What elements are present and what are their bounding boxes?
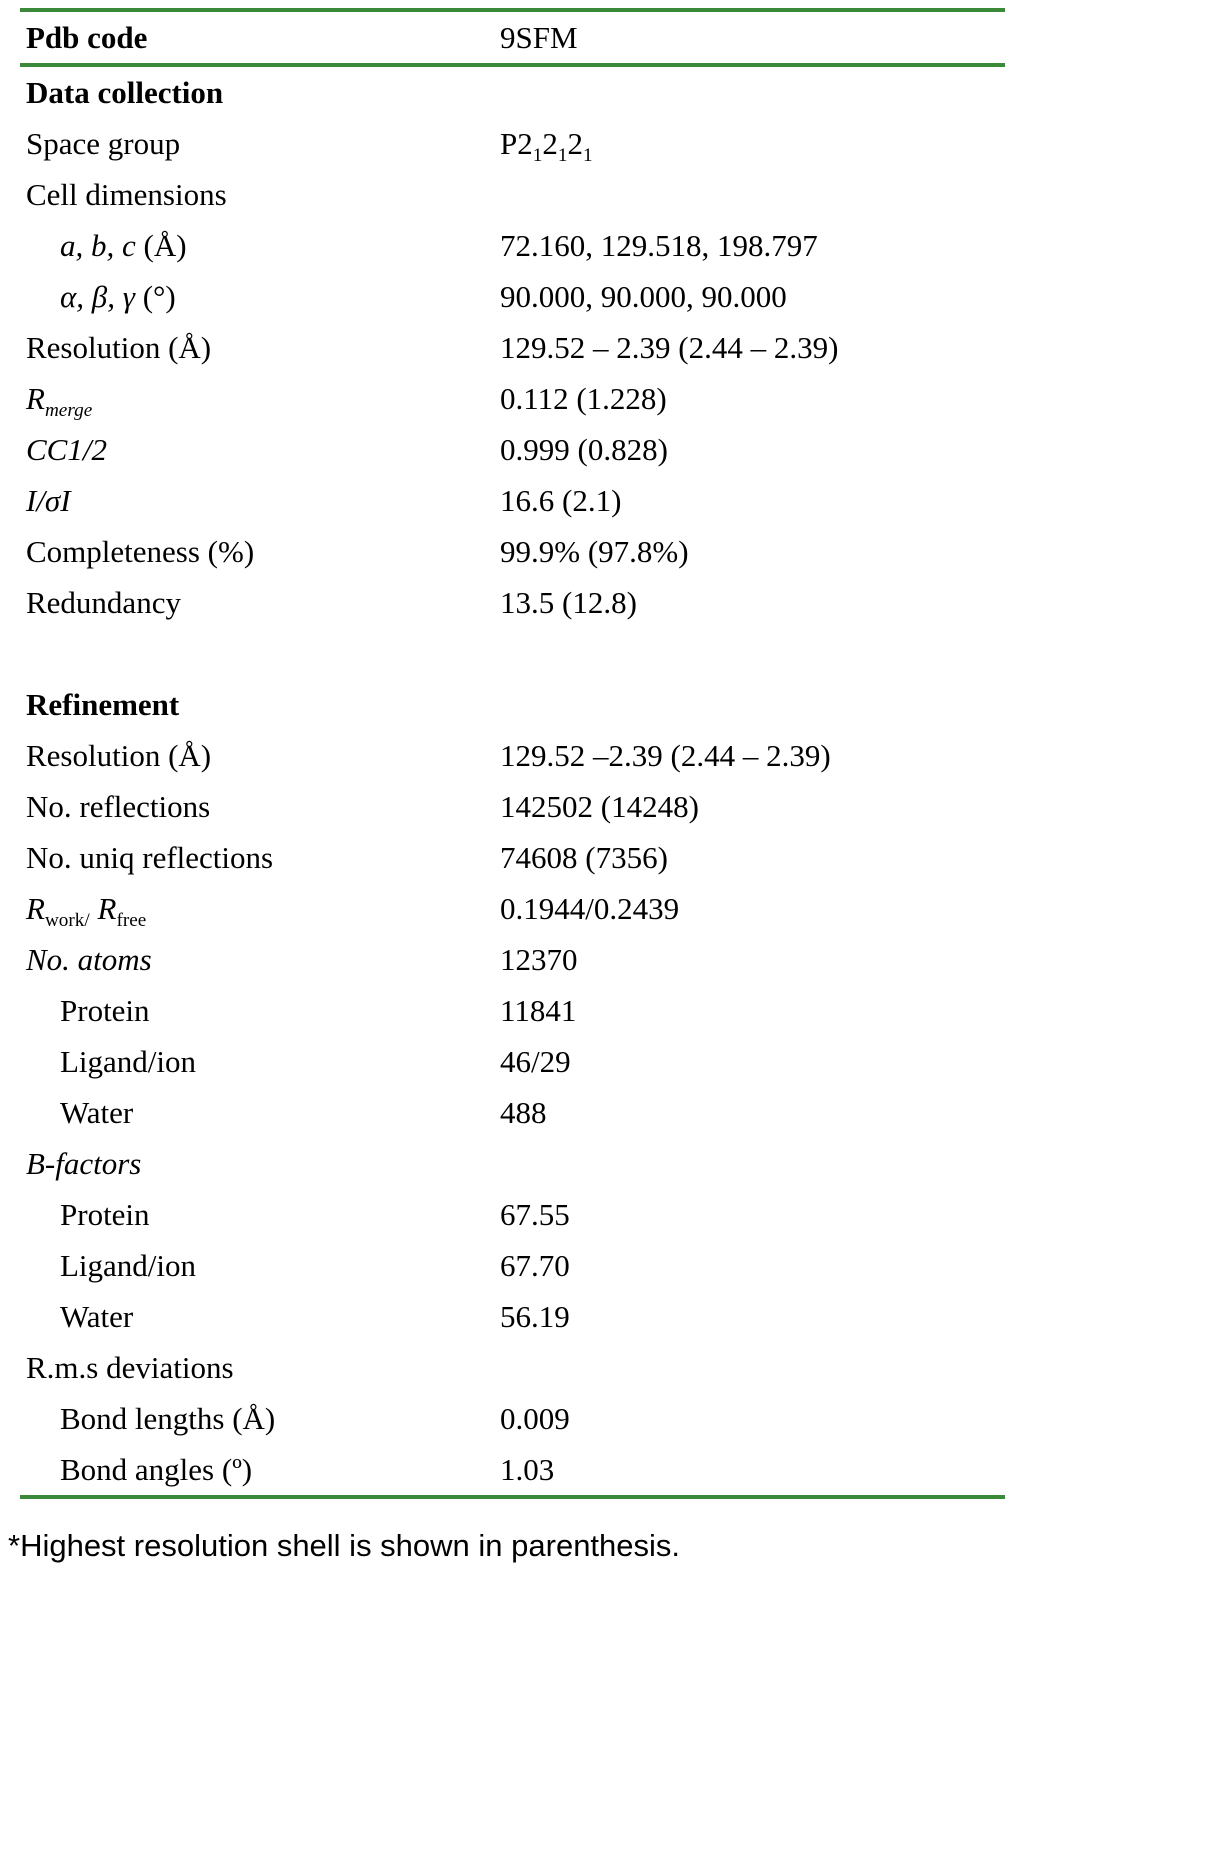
text-segment: 11841: [500, 993, 577, 1028]
text-segment: (Å): [135, 228, 187, 263]
text-segment: Protein: [60, 993, 150, 1028]
text-segment: R.m.s deviations: [26, 1350, 234, 1385]
row-value: [500, 1444, 1005, 1495]
text-segment: [90, 891, 98, 926]
table-row: [20, 985, 1005, 1036]
row-value: [500, 322, 1005, 373]
table-row: [20, 373, 1005, 424]
table-header-row: [20, 12, 1005, 63]
table-row: [20, 1036, 1005, 1087]
text-segment: free: [116, 910, 147, 932]
table-row: [20, 679, 1005, 730]
row-value: [500, 1342, 1005, 1393]
row-value: [500, 985, 1005, 1036]
table-row: [20, 12, 1005, 63]
row-value: [500, 781, 1005, 832]
row-label: [20, 1087, 500, 1138]
text-segment: 67.70: [500, 1248, 570, 1283]
text-segment: 13.5 (12.8): [500, 585, 637, 620]
text-segment: CC1/2: [26, 432, 107, 467]
table-row: [20, 475, 1005, 526]
text-segment: R: [26, 381, 45, 416]
text-segment: a, b, c: [60, 228, 136, 263]
text-segment: Ligand/ion: [60, 1248, 197, 1283]
table-row: [20, 781, 1005, 832]
text-segment: 129.52 – 2.39 (2.44 – 2.39): [500, 330, 839, 365]
text-segment: Ligand/ion: [60, 1044, 197, 1079]
text-segment: B-factors: [26, 1146, 142, 1181]
row-value: [500, 1138, 1005, 1189]
row-label: [20, 781, 500, 832]
table-row: [20, 1189, 1005, 1240]
text-segment: Bond lengths (Å): [60, 1401, 276, 1436]
row-value: [500, 220, 1005, 271]
table-rows: [20, 67, 1005, 1495]
bottom-rule: [20, 1495, 1005, 1499]
text-segment: 99.9% (97.8%): [500, 534, 689, 569]
row-value: [500, 883, 1005, 934]
row-label: [20, 322, 500, 373]
table-row: [20, 1240, 1005, 1291]
text-segment: Completeness (%): [26, 534, 255, 569]
row-value: [500, 832, 1005, 883]
row-label: [20, 373, 500, 424]
table-row: [20, 322, 1005, 373]
row-value: [500, 424, 1005, 475]
text-segment: 56.19: [500, 1299, 570, 1334]
row-label: [20, 1189, 500, 1240]
row-label: [20, 730, 500, 781]
row-value: [500, 577, 1005, 628]
text-segment: Protein: [60, 1197, 150, 1232]
text-segment: 9SFM: [500, 20, 578, 55]
row-label: [20, 832, 500, 883]
row-label: [20, 424, 500, 475]
text-segment: No. reflections: [26, 789, 211, 824]
row-label: [20, 1342, 500, 1393]
row-label: [20, 1036, 500, 1087]
table-row: [20, 934, 1005, 985]
row-value: [500, 271, 1005, 322]
row-value: [500, 679, 1005, 730]
text-segment: 0.999 (0.828): [500, 432, 668, 467]
row-label: [20, 679, 500, 730]
crystallography-stats-table: [20, 8, 1005, 1499]
row-label: [20, 475, 500, 526]
table-row: [20, 1342, 1005, 1393]
row-value: [500, 118, 1005, 169]
row-value: [500, 1240, 1005, 1291]
row-label: [20, 1240, 500, 1291]
table-row: [20, 1087, 1005, 1138]
table-row: [20, 730, 1005, 781]
table-row: [20, 1393, 1005, 1444]
row-value: [500, 67, 1005, 118]
text-segment: Resolution (Å): [26, 330, 212, 365]
row-label: [20, 1138, 500, 1189]
text-segment: 488: [500, 1095, 547, 1130]
text-segment: (°): [134, 279, 176, 314]
text-segment: Space group: [26, 126, 181, 161]
row-value: [500, 1087, 1005, 1138]
row-value: [500, 373, 1005, 424]
text-segment: Cell dimensions: [26, 177, 227, 212]
text-segment: R: [97, 891, 117, 926]
table-row: [20, 169, 1005, 220]
text-segment: α, β, γ: [60, 279, 135, 314]
text-segment: 2: [567, 126, 583, 161]
row-label: [20, 169, 500, 220]
table-row: [20, 832, 1005, 883]
text-segment: P2: [500, 126, 533, 161]
text-segment: 0.009: [500, 1401, 570, 1436]
row-value: [500, 526, 1005, 577]
text-segment: Refinement: [26, 687, 180, 722]
text-segment: 12370: [500, 942, 578, 977]
text-segment: 2: [542, 126, 558, 161]
table-row: [20, 271, 1005, 322]
text-segment: No. atoms: [26, 942, 152, 977]
row-label: [20, 526, 500, 577]
table-spacer-row: [20, 628, 1005, 679]
text-segment: merge: [44, 400, 93, 422]
table-row: [20, 1138, 1005, 1189]
row-label: [20, 67, 500, 118]
table-row: [20, 883, 1005, 934]
table-row: [20, 118, 1005, 169]
table-row: [20, 220, 1005, 271]
text-segment: Data collection: [26, 75, 224, 110]
text-segment: Bond angles (º): [60, 1452, 253, 1487]
row-value: [500, 1393, 1005, 1444]
row-value: [500, 934, 1005, 985]
text-segment: 1: [582, 145, 593, 167]
text-segment: 16.6 (2.1): [500, 483, 622, 518]
row-value: [500, 1189, 1005, 1240]
text-segment: 67.55: [500, 1197, 570, 1232]
table-row: [20, 526, 1005, 577]
row-label: [20, 220, 500, 271]
row-value: [500, 1036, 1005, 1087]
table-footnote: *Highest resolution shell is shown in parenthesis.: [8, 1528, 681, 1563]
text-segment: 46/29: [500, 1044, 571, 1079]
row-label: [20, 883, 500, 934]
row-value: [500, 169, 1005, 220]
row-label: [20, 577, 500, 628]
table-row: [20, 1291, 1005, 1342]
text-segment: Water: [60, 1299, 134, 1334]
text-segment: 74608 (7356): [500, 840, 668, 875]
text-segment: 0.1944/0.2439: [500, 891, 680, 926]
text-segment: No. uniq reflections: [26, 840, 274, 875]
table-row: [20, 67, 1005, 118]
text-segment: R: [26, 891, 45, 926]
text-segment: 90.000, 90.000, 90.000: [500, 279, 787, 314]
text-segment: 1: [557, 145, 568, 167]
text-segment: Pdb code: [26, 20, 148, 55]
row-value: [500, 1291, 1005, 1342]
row-label: [20, 934, 500, 985]
row-label: [20, 271, 500, 322]
text-segment: 129.52 –2.39 (2.44 – 2.39): [500, 738, 831, 773]
table-row: [20, 577, 1005, 628]
text-segment: 72.160, 129.518, 198.797: [500, 228, 818, 263]
row-label: [20, 985, 500, 1036]
table-row: [20, 424, 1005, 475]
table-row: [20, 1444, 1005, 1495]
text-segment: work/: [44, 910, 90, 932]
row-value: [500, 730, 1005, 781]
row-label: [20, 1393, 500, 1444]
text-segment: I/σI: [26, 483, 71, 518]
row-value: [500, 12, 1005, 63]
text-segment: 0.112 (1.228): [500, 381, 667, 416]
text-segment: Redundancy: [26, 585, 181, 620]
text-segment: 1: [532, 145, 543, 167]
row-label: [20, 118, 500, 169]
row-label: [20, 1291, 500, 1342]
row-value: [500, 475, 1005, 526]
text-segment: Water: [60, 1095, 134, 1130]
text-segment: Resolution (Å): [26, 738, 212, 773]
text-segment: 142502 (14248): [500, 789, 699, 824]
text-segment: 1.03: [500, 1452, 555, 1487]
row-label: [20, 12, 500, 63]
row-label: [20, 1444, 500, 1495]
